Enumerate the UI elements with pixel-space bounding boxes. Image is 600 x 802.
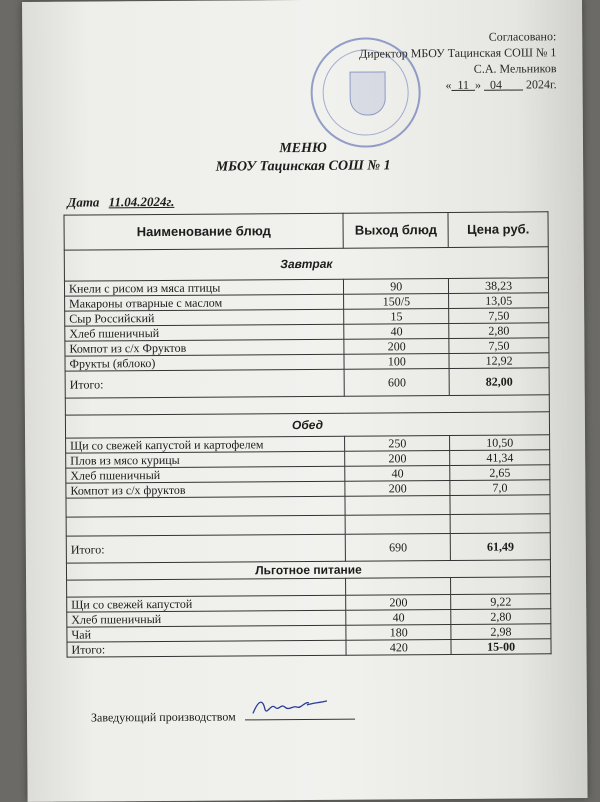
- approval-date: « 11 » 04 2024г.: [445, 77, 557, 93]
- dish-yield: 200: [346, 594, 451, 610]
- dish-yield: 200: [344, 338, 449, 354]
- dish-name: Хлеб пшеничный: [67, 610, 346, 627]
- col-yield: Выход блюд: [343, 212, 448, 248]
- menu-table: [63, 211, 551, 657]
- total-row-lunch: [66, 533, 550, 563]
- section-title-breakfast: Завтрак: [64, 247, 548, 281]
- date-line: [67, 194, 174, 211]
- total-yield: 420: [346, 639, 451, 655]
- total-row-breakfast: [65, 368, 549, 398]
- dish-name: Щи со свежей капустой: [67, 595, 346, 612]
- total-label: Итого:: [66, 534, 346, 563]
- total-price: 15-00: [451, 639, 551, 655]
- dish-yield: 15: [344, 308, 449, 324]
- dish-price: 2,65: [450, 465, 550, 481]
- approval-block: [359, 28, 557, 93]
- section-title-lunch: Обед: [65, 412, 549, 438]
- total-label: Итого:: [65, 369, 345, 398]
- approval-name: С.А. Мельников: [473, 61, 557, 76]
- dish-price: 7,50: [449, 308, 549, 324]
- approval-year: 2024г.: [525, 77, 557, 92]
- handwritten-signature: [249, 695, 339, 718]
- dish-name: Фрукты (яблоко): [65, 354, 344, 371]
- dish-price: 12,92: [449, 353, 549, 369]
- dish-yield: 100: [344, 353, 449, 369]
- dish-name: Кнели с рисом из мяса птицы: [64, 279, 343, 296]
- dish-price: 2,98: [451, 624, 551, 640]
- dish-name: Плов из мясо курицы: [66, 451, 345, 468]
- section-row-breakfast: [64, 247, 548, 281]
- dish-name: Компот из с/х Фруктов: [65, 339, 344, 356]
- signature-field: [245, 705, 355, 721]
- section-row-lunch: [65, 412, 549, 438]
- col-dish-name: Наименование блюд: [64, 213, 344, 250]
- approval-day: 11: [457, 77, 470, 92]
- school-name: МБОУ Тацинская СОШ № 1: [215, 158, 391, 175]
- dish-price: 9,22: [451, 594, 551, 610]
- approval-position: Директор МБОУ Тацинская СОШ № 1: [358, 45, 557, 61]
- dish-yield: 250: [345, 435, 450, 451]
- dish-yield: 180: [346, 624, 451, 640]
- dish-yield: 200: [345, 480, 450, 496]
- total-yield: 690: [346, 533, 451, 561]
- table-header-row: [64, 212, 548, 250]
- dish-name: Макароны отварные с маслом: [65, 294, 344, 311]
- section-title-discount: Льготное питание: [66, 560, 550, 580]
- total-label: Итого:: [67, 640, 346, 657]
- dish-price: 2,80: [449, 323, 549, 339]
- total-price: 82,00: [449, 368, 549, 396]
- dish-price: 2,80: [451, 609, 551, 625]
- total-yield: 600: [344, 368, 449, 396]
- menu-heading: МЕНЮ: [279, 140, 327, 157]
- approval-agreed: Согласовано:: [488, 29, 557, 44]
- col-price: Цена руб.: [448, 212, 548, 248]
- dish-price: 7,50: [449, 338, 549, 354]
- signature-line: [91, 705, 355, 726]
- dish-name: Хлеб пшеничный: [65, 324, 344, 341]
- dish-yield: 200: [345, 450, 450, 466]
- dish-price: 13,05: [449, 293, 549, 309]
- menu-document: [22, 0, 588, 802]
- dish-name: Щи со свежей капустой и картофелем: [66, 436, 345, 453]
- signature-label: Заведующий производством: [90, 709, 236, 725]
- approval-month: 04: [489, 77, 503, 92]
- dish-price: 7,0: [450, 480, 550, 496]
- dish-yield: 150/5: [344, 293, 449, 309]
- date-label: Дата: [67, 194, 100, 210]
- total-row-discount: [67, 639, 551, 657]
- dish-price: 10,50: [450, 435, 550, 451]
- dish-name: Компот из с/х фруктов: [66, 481, 345, 498]
- dish-yield: 40: [345, 465, 450, 481]
- dish-yield: 90: [344, 278, 449, 294]
- dish-yield: 40: [344, 323, 449, 339]
- dish-price: 38,23: [449, 278, 549, 294]
- dish-price: 41,34: [450, 450, 550, 466]
- dish-name: Чай: [67, 625, 346, 642]
- dish-name: Хлеб пшеничный: [66, 466, 345, 483]
- total-price: 61,49: [450, 533, 550, 561]
- dish-name: Сыр Российский: [65, 309, 344, 326]
- document-title: [23, 138, 583, 178]
- date-value: 11.04.2024г.: [108, 193, 175, 210]
- dish-yield: 40: [346, 609, 451, 625]
